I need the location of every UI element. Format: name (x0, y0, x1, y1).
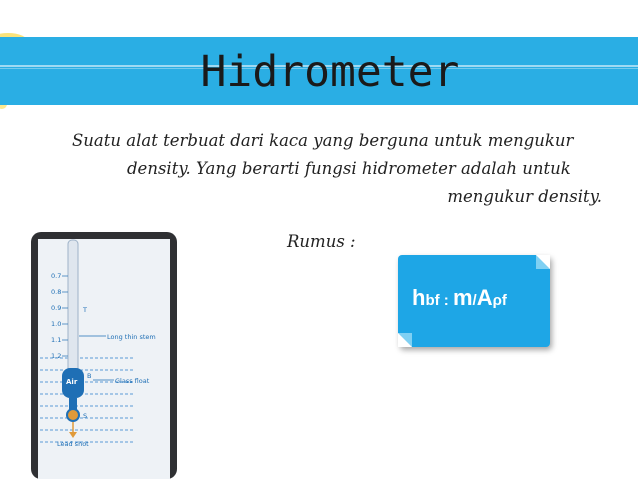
formula-card (398, 255, 550, 347)
scale-0-8: 0.8 (51, 288, 62, 296)
card-corner-fold-bottom (398, 333, 412, 347)
label-glass-float: Glass float (115, 377, 150, 385)
label-B: B (87, 372, 92, 380)
formula-h: h (412, 285, 426, 310)
scale-0-9: 0.9 (51, 304, 62, 312)
label-T: T (83, 306, 87, 314)
paragraph-line-1: Suatu alat terbuat dari kaca yang berguna untuk mengukur (72, 131, 574, 150)
scale-1-2: 1.2 (51, 352, 62, 360)
scale-1-0: 1.0 (51, 320, 62, 328)
hydrometer-stem (68, 240, 78, 374)
paragraph-line-2: density. Yang berarti fungsi hidrometer adalah untuk (127, 159, 571, 178)
label-air: Air (66, 378, 78, 386)
formula-A: A (476, 285, 493, 310)
scale-1-1: 1.1 (51, 336, 62, 344)
formula-colon: : (439, 292, 453, 309)
rumus-label: Rumus : (287, 232, 356, 251)
label-lead-shot: Lead shot (57, 440, 89, 448)
slide-title: Hidrometer (200, 47, 460, 97)
label-long-thin-stem: Long thin stem (107, 333, 156, 341)
formula-text (412, 285, 542, 311)
formula-rho: ρ (492, 292, 502, 309)
hydrometer-diagram (31, 232, 177, 479)
scale-0-7: 0.7 (51, 272, 62, 280)
description-paragraph (72, 127, 602, 211)
formula-bf: bf (425, 292, 440, 309)
card-corner-fold (536, 255, 550, 269)
formula-slash: / (472, 292, 477, 309)
formula-m: m (452, 285, 473, 310)
lead-shot-ball (67, 409, 79, 421)
label-S: S (83, 412, 88, 420)
paragraph-line-3: mengukur density. (447, 187, 602, 206)
formula-f: f (501, 292, 507, 309)
